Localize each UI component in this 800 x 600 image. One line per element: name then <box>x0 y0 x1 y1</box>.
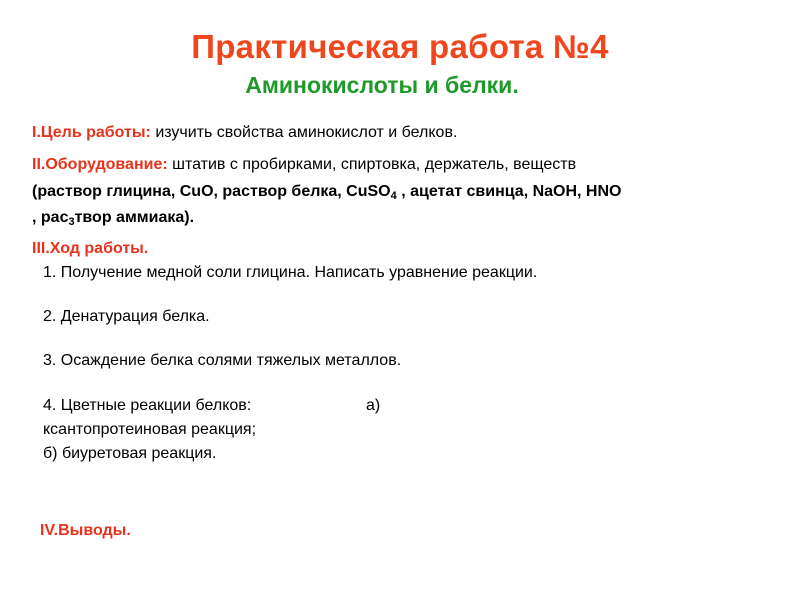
equipment-line3-b: твор аммиака). <box>74 209 195 226</box>
procedure-item-4-line2: ксантопротеиновая реакция; <box>43 421 257 438</box>
page-title: Практическая работа №4 <box>191 28 609 65</box>
conclusions-label: IV.Выводы. <box>40 522 131 539</box>
procedure-item-1: 1. Получение медной соли глицина. Написать уравнение реакции. <box>43 264 538 281</box>
goal-text: изучить свойства аминокислот и белков. <box>150 124 458 141</box>
equipment-label: II.Оборудование: <box>32 156 168 173</box>
subtitle-text: Аминокислоты и белки. <box>245 72 519 98</box>
goal-line <box>32 123 457 142</box>
equipment-line-3 <box>32 208 194 227</box>
page-subtitle <box>0 72 800 99</box>
equipment-line2-b: , ацетат свинца, NaOH, HNO <box>396 183 622 200</box>
goal-label: I.Цель работы: <box>32 124 151 141</box>
equipment-line3-a: , рас <box>32 209 69 226</box>
procedure-item-4-a: а) <box>366 397 381 414</box>
procedure-item-3: 3. Осаждение белка солями тяжелых металлов. <box>43 352 402 369</box>
equipment-line-2 <box>32 182 621 201</box>
procedure-item-4: 4. Цветные реакции белков: <box>43 397 252 414</box>
procedure-label: III.Ход работы. <box>32 240 149 257</box>
equipment-line2-a: (раствор глицина, CuO, раствор белка, CuSO <box>32 183 391 200</box>
equipment-text: штатив с пробирками, спиртовка, держатель, веществ <box>167 156 577 173</box>
procedure-item-2: 2. Денатурация белка. <box>43 308 210 325</box>
equipment-line3-sub: 3 <box>68 216 75 228</box>
equipment-line2-sub: 4 <box>390 190 397 202</box>
equipment-line-1 <box>32 155 576 174</box>
procedure-item-4-line3: б) биуретовая реакция. <box>43 445 217 462</box>
